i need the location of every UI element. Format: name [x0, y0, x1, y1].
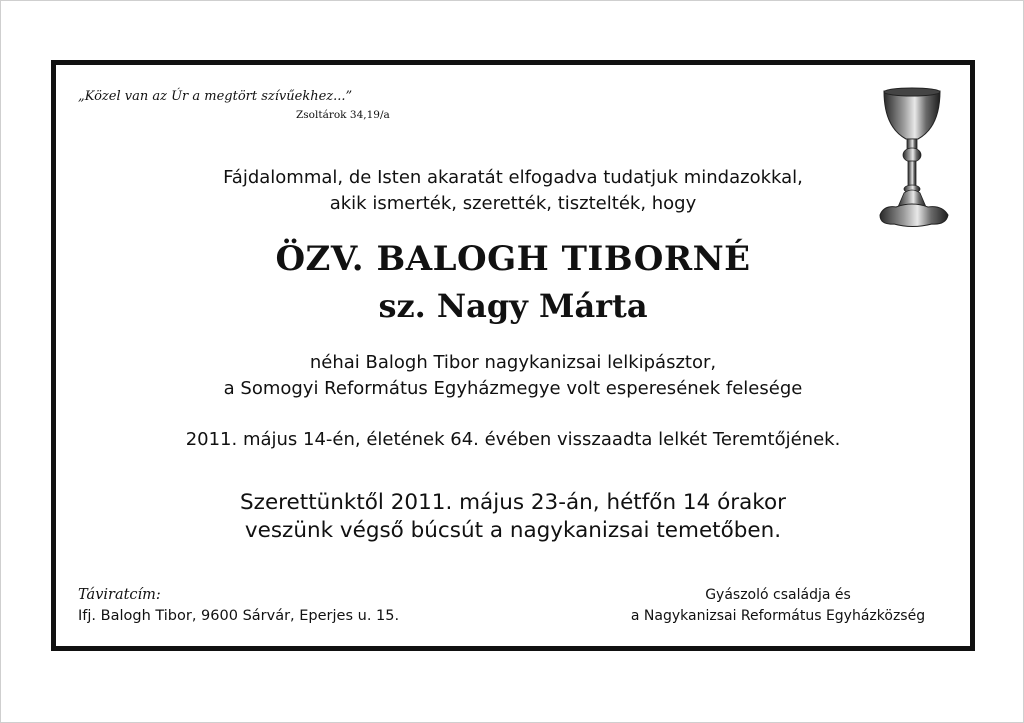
- deceased-maiden-name: sz. Nagy Márta: [378, 287, 648, 325]
- funeral-line-1: Szerettünktől 2011. május 23-án, hétfőn 14 órakor: [240, 490, 786, 515]
- intro-text: [56, 165, 970, 217]
- motto-quote: „Közel van az Úr a megtört szívűekhez...”: [78, 89, 353, 104]
- telegram-label: Táviratcím:: [78, 587, 161, 603]
- signature-line-1: Gyászoló családja és: [705, 587, 851, 603]
- motto-reference: Zsoltárok 34,19/a: [296, 109, 390, 121]
- deceased-name: ÖZV. BALOGH TIBORNÉ: [275, 239, 751, 279]
- signature-line-2: a Nagykanizsai Református Egyházközség: [630, 608, 926, 624]
- obituary-card: [51, 60, 975, 651]
- intro-line-2: akik ismerték, szerették, tisztelték, hogy: [329, 193, 697, 214]
- signature-block: [608, 585, 948, 627]
- death-notice: 2011. május 14-én, életének 64. évében visszaadta lelkét Teremtőjének.: [185, 429, 841, 450]
- description-text: [56, 350, 970, 402]
- description-line-2: a Somogyi Református Egyházmegye volt esperesének felesége: [223, 378, 803, 399]
- intro-line-1: Fájdalommal, de Isten akaratát elfogadva tudatjuk mindazokkal,: [223, 167, 803, 188]
- telegram-address: Ifj. Balogh Tibor, 9600 Sárvár, Eperjes u. 15.: [78, 608, 400, 624]
- funeral-notice: [56, 489, 970, 545]
- funeral-line-2: veszünk végső búcsút a nagykanizsai temetőben.: [244, 518, 782, 543]
- description-line-1: néhai Balogh Tibor nagykanizsai lelkipásztor,: [309, 352, 717, 373]
- telegram-address-block: [78, 585, 399, 627]
